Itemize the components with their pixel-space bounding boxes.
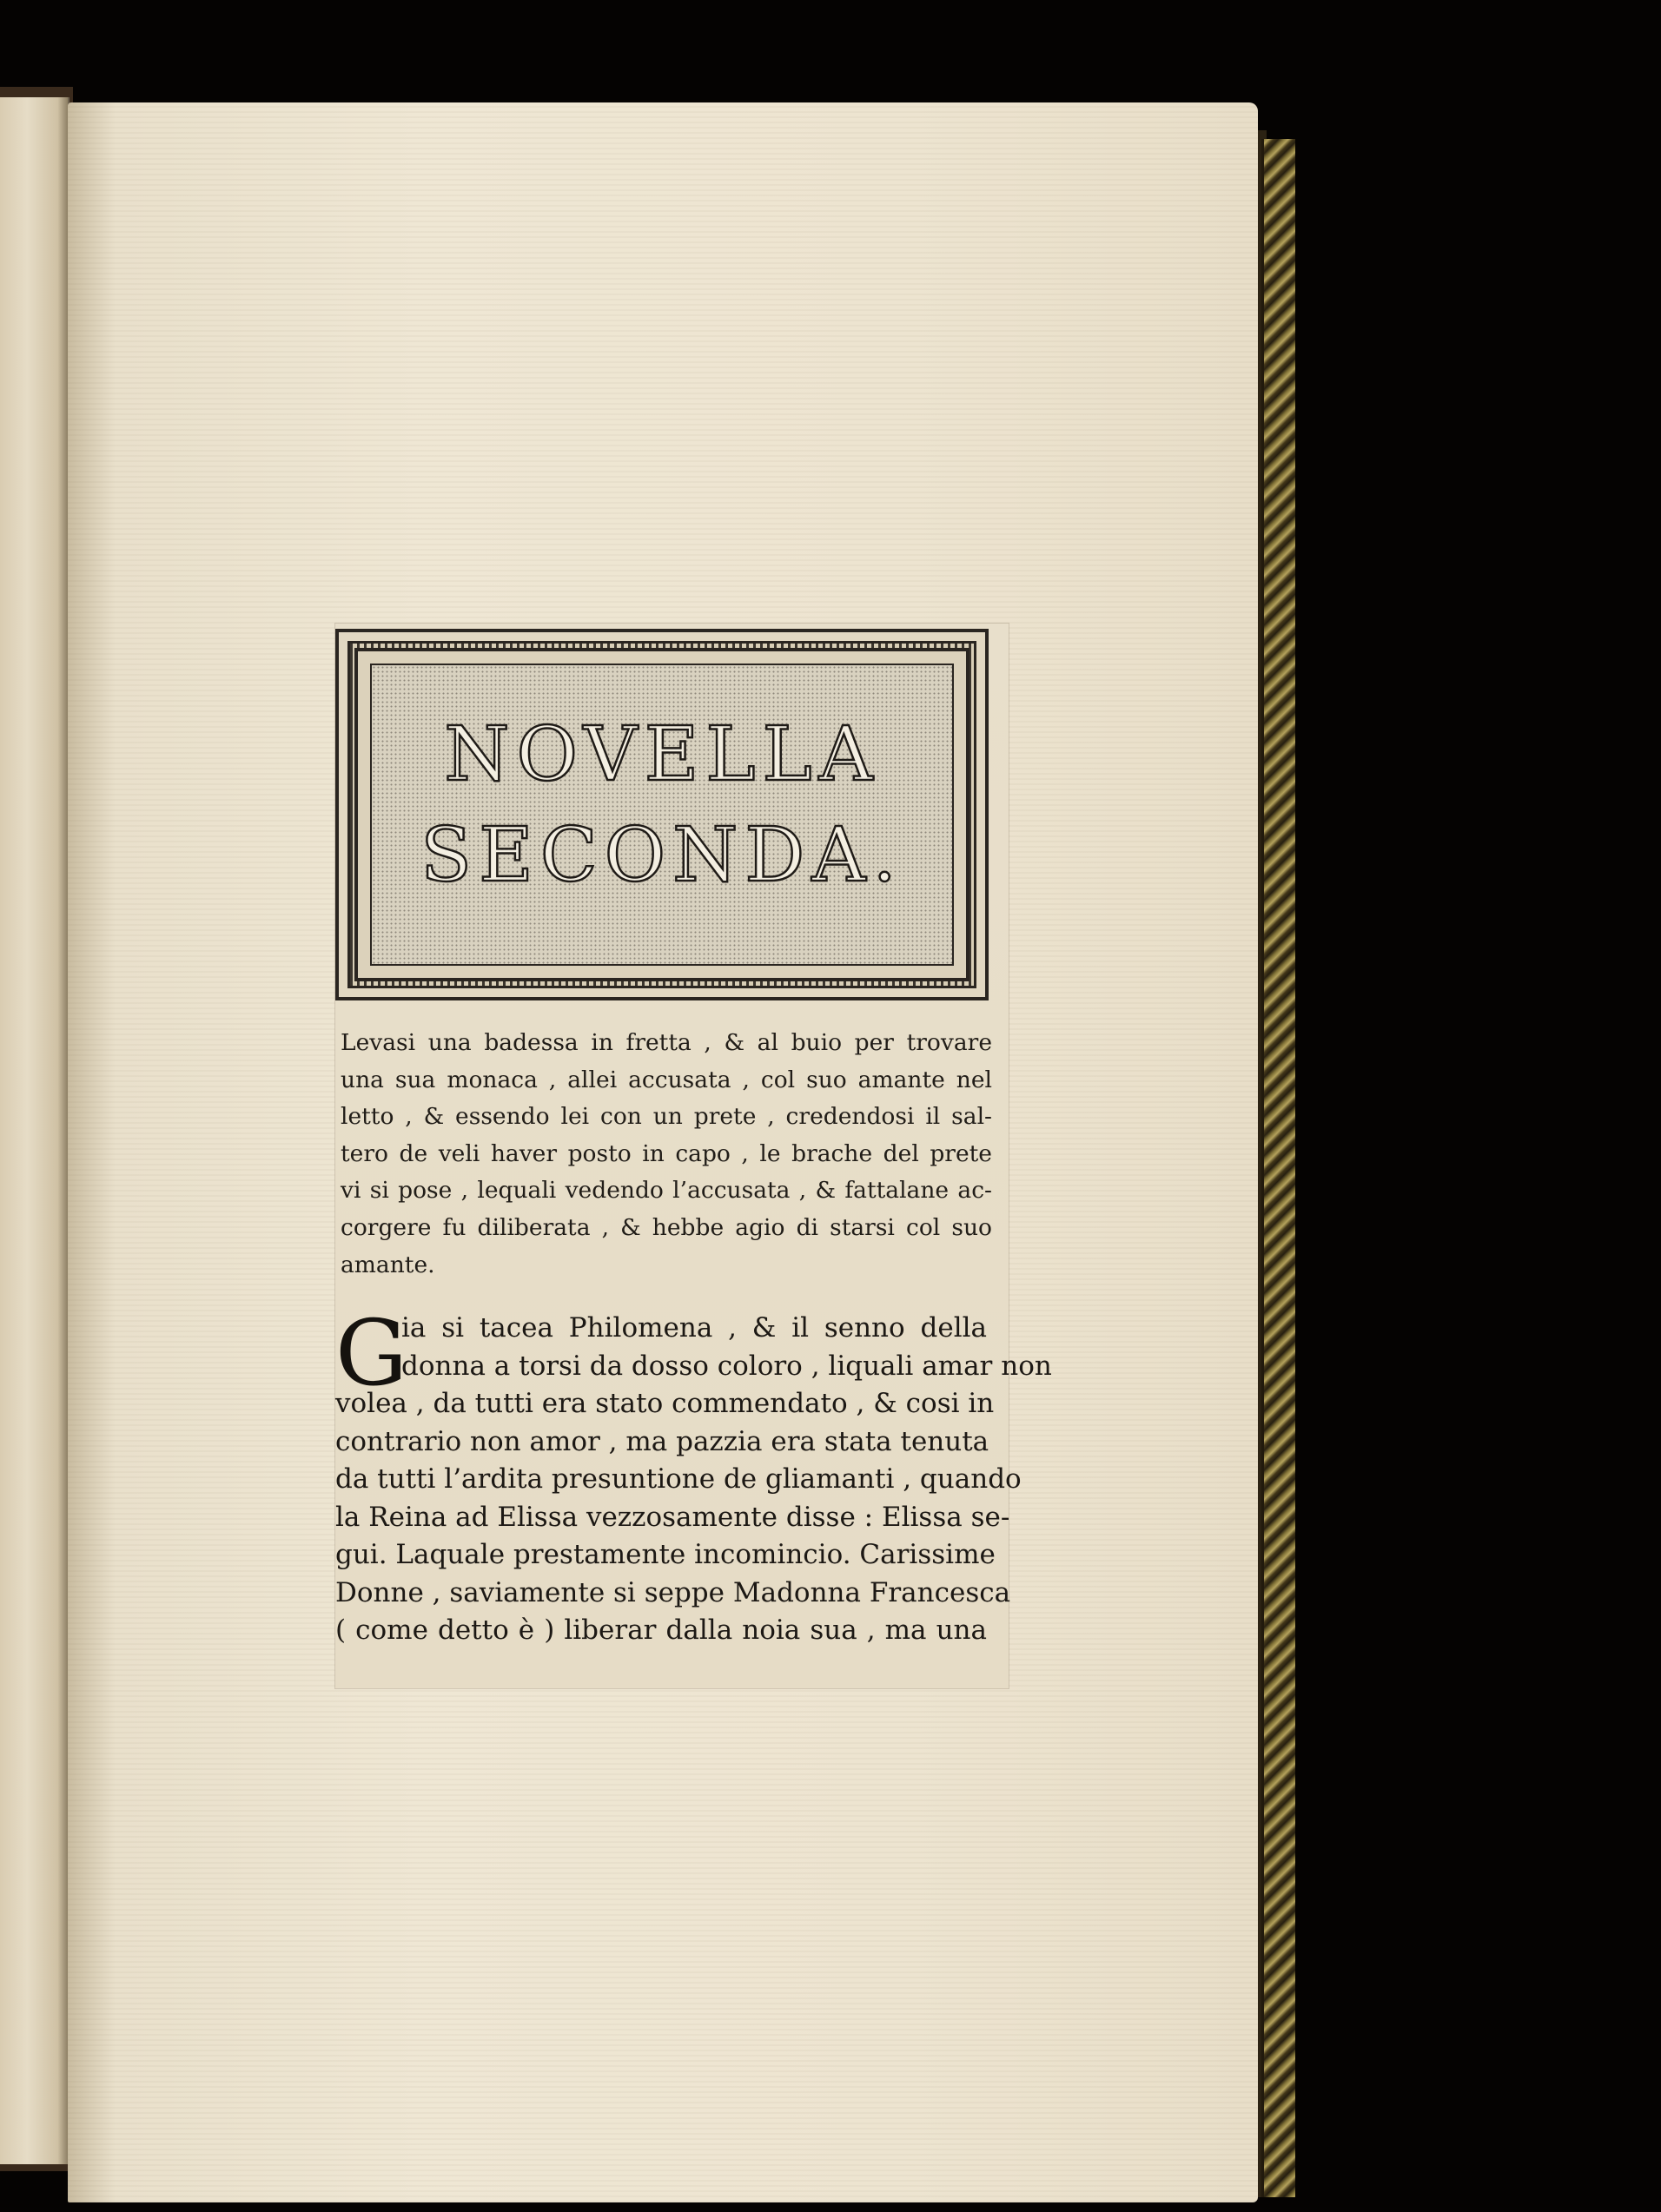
pasted-text-slip	[335, 624, 1052, 1688]
novella-body-text	[335, 1300, 1052, 1650]
novella-summary	[341, 1025, 992, 1284]
facing-page-edge	[0, 97, 69, 2164]
drop-cap-initial: G	[335, 1300, 408, 1406]
novella-title-line-2: SECONDA.	[420, 812, 903, 899]
body-line: volea , da tutti era stato commendato , & cosi in	[335, 1388, 995, 1419]
summary-line: tero de veli haver posto in capo , le brache del prete	[341, 1139, 992, 1167]
summary-line: Levasi una badessa in fretta , & al buio per trovare	[341, 1029, 992, 1056]
summary-line: vi si pose , lequali vedendo l’accusata , & fattalane ac-	[341, 1177, 992, 1205]
body-line: gui. Laquale prestamente incomincio. Carissime	[335, 1539, 996, 1570]
body-line: ia si tacea Philomena , & il senno della	[401, 1312, 987, 1344]
summary-line: letto , & essendo lei con un prete , credendosi il sal-	[341, 1103, 992, 1131]
book-page	[68, 102, 1258, 2202]
summary-line: corgere fu diliberata , & hebbe agio di starsi col suo	[341, 1213, 992, 1241]
body-line: la Reina ad Elissa vezzosamente disse : Elissa se-	[335, 1501, 1010, 1533]
body-line: contrario non amor , ma pazzia era stata tenuta	[335, 1425, 989, 1457]
body-line: ( come detto è ) liberar dalla noia sua , ma una	[335, 1614, 987, 1646]
body-line: donna a torsi da dosso coloro , liquali amar non	[401, 1350, 1052, 1382]
gilt-spine-edge	[1261, 139, 1295, 2197]
body-line: Donne , saviamente si seppe Madonna Francesca	[335, 1576, 1011, 1608]
summary-line: una sua monaca , allei accusata , col suo amante nel	[341, 1066, 992, 1093]
stippled-title-panel	[370, 664, 954, 966]
ornamental-title-frame	[335, 629, 989, 1000]
summary-line: amante.	[341, 1251, 435, 1278]
novella-title-line-1: NOVELLA	[444, 711, 880, 798]
frame-inner-border	[354, 648, 969, 981]
body-line: da tutti l’ardita presuntione de gliamanti , quando	[335, 1463, 1022, 1495]
